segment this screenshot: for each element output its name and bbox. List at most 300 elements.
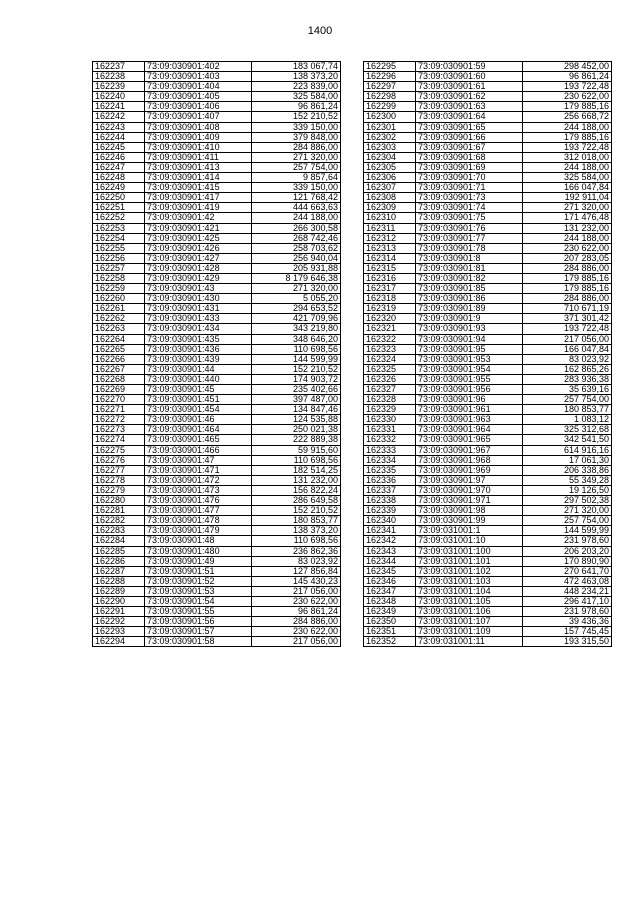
row-number-cell: 162300 xyxy=(364,112,416,122)
row-number-cell: 162326 xyxy=(364,374,416,384)
table-row xyxy=(93,496,341,506)
table-row xyxy=(93,617,341,627)
table-row xyxy=(364,243,612,253)
cadastral-value-cell: 131 232,00 xyxy=(523,223,612,233)
cadastral-number-cell: 73:09:030901:471 xyxy=(145,465,252,475)
cadastral-number-cell: 73:09:030901:63 xyxy=(416,102,523,112)
table-row xyxy=(364,294,612,304)
cadastral-number-cell: 73:09:030901:67 xyxy=(416,142,523,152)
cadastral-value-cell: 152 210,52 xyxy=(252,506,341,516)
row-number-cell: 162240 xyxy=(93,92,145,102)
cadastral-value-cell: 156 822,24 xyxy=(252,485,341,495)
cadastral-value-cell: 297 502,38 xyxy=(523,496,612,506)
row-number-cell: 162287 xyxy=(93,566,145,576)
cadastral-value-cell: 35 639,16 xyxy=(523,385,612,395)
cadastral-number-cell: 73:09:030901:969 xyxy=(416,465,523,475)
table-row xyxy=(364,203,612,213)
row-number-cell: 162241 xyxy=(93,102,145,112)
cadastral-number-cell: 73:09:030901:53 xyxy=(145,586,252,596)
cadastral-value-cell: 110 698,56 xyxy=(252,455,341,465)
table-row xyxy=(93,405,341,415)
cadastral-value-cell: 342 541,50 xyxy=(523,435,612,445)
table-row xyxy=(93,596,341,606)
cadastral-value-cell: 258 703,62 xyxy=(252,243,341,253)
table-row xyxy=(93,273,341,283)
table-row xyxy=(364,435,612,445)
cadastral-number-cell: 73:09:030901:406 xyxy=(145,102,252,112)
table-row xyxy=(364,253,612,263)
cadastral-value-cell: 710 671,19 xyxy=(523,304,612,314)
table-row xyxy=(93,284,341,294)
table-row xyxy=(93,304,341,314)
cadastral-number-cell: 73:09:030901:409 xyxy=(145,132,252,142)
cadastral-value-cell: 284 886,00 xyxy=(252,142,341,152)
row-number-cell: 162237 xyxy=(93,62,145,72)
cadastral-value-cell: 217 056,00 xyxy=(523,334,612,344)
cadastral-value-cell: 138 373,20 xyxy=(252,72,341,82)
cadastral-number-cell: 73:09:030901:66 xyxy=(416,132,523,142)
cadastral-number-cell: 73:09:030901:9 xyxy=(416,314,523,324)
row-number-cell: 162280 xyxy=(93,496,145,506)
cadastral-number-cell: 73:09:030901:954 xyxy=(416,364,523,374)
cadastral-value-cell: 298 452,00 xyxy=(523,62,612,72)
table-row xyxy=(93,385,341,395)
table-row xyxy=(364,425,612,435)
cadastral-value-cell: 17 061,30 xyxy=(523,455,612,465)
table-row xyxy=(364,354,612,364)
cadastral-number-cell: 73:09:030901:69 xyxy=(416,162,523,172)
cadastral-number-cell: 73:09:030901:403 xyxy=(145,72,252,82)
row-number-cell: 162303 xyxy=(364,142,416,152)
cadastral-number-cell: 73:09:030901:434 xyxy=(145,324,252,334)
table-row xyxy=(93,213,341,223)
row-number-cell: 162352 xyxy=(364,637,416,647)
cadastral-number-cell: 73:09:030901:956 xyxy=(416,385,523,395)
cadastral-number-cell: 73:09:030901:476 xyxy=(145,496,252,506)
row-number-cell: 162315 xyxy=(364,263,416,273)
table-row xyxy=(364,415,612,425)
cadastral-number-cell: 73:09:030901:429 xyxy=(145,273,252,283)
cadastral-value-cell: 230 622,00 xyxy=(252,627,341,637)
table-row xyxy=(93,173,341,183)
cadastral-number-cell: 73:09:030901:968 xyxy=(416,455,523,465)
table-row xyxy=(364,162,612,172)
cadastral-value-cell: 294 653,52 xyxy=(252,304,341,314)
cadastral-value-cell: 271 320,00 xyxy=(523,506,612,516)
cadastral-number-cell: 73:09:030901:73 xyxy=(416,193,523,203)
cadastral-value-cell: 325 584,00 xyxy=(523,173,612,183)
table-row xyxy=(364,223,612,233)
cadastral-number-cell: 73:09:031001:107 xyxy=(416,617,523,627)
cadastral-number-cell: 73:09:030901:405 xyxy=(145,92,252,102)
row-number-cell: 162294 xyxy=(93,637,145,647)
cadastral-number-cell: 73:09:030901:428 xyxy=(145,263,252,273)
cadastral-number-cell: 73:09:030901:408 xyxy=(145,122,252,132)
table-row xyxy=(364,385,612,395)
cadastral-value-cell: 271 320,00 xyxy=(523,203,612,213)
cadastral-number-cell: 73:09:030901:971 xyxy=(416,496,523,506)
cadastral-value-cell: 284 886,00 xyxy=(523,263,612,273)
cadastral-value-cell: 256 668,72 xyxy=(523,112,612,122)
row-number-cell: 162238 xyxy=(93,72,145,82)
cadastral-number-cell: 73:09:030901:42 xyxy=(145,213,252,223)
row-number-cell: 162317 xyxy=(364,284,416,294)
cadastral-number-cell: 73:09:031001:11 xyxy=(416,637,523,647)
table-row xyxy=(364,193,612,203)
cadastral-number-cell: 73:09:030901:417 xyxy=(145,193,252,203)
table-row xyxy=(364,566,612,576)
table-row xyxy=(364,526,612,536)
table-row xyxy=(364,617,612,627)
cadastral-number-cell: 73:09:030901:75 xyxy=(416,213,523,223)
cadastral-number-cell: 73:09:030901:48 xyxy=(145,536,252,546)
row-number-cell: 162251 xyxy=(93,203,145,213)
row-number-cell: 162351 xyxy=(364,627,416,637)
table-row xyxy=(93,465,341,475)
cadastral-value-cell: 284 886,00 xyxy=(523,294,612,304)
table-row xyxy=(93,183,341,193)
table-row xyxy=(364,586,612,596)
cadastral-value-cell: 83 023,92 xyxy=(252,556,341,566)
row-number-cell: 162305 xyxy=(364,162,416,172)
cadastral-value-cell: 39 436,36 xyxy=(523,617,612,627)
row-number-cell: 162271 xyxy=(93,405,145,415)
cadastral-value-cell: 193 722,48 xyxy=(523,82,612,92)
row-number-cell: 162270 xyxy=(93,395,145,405)
cadastral-number-cell: 73:09:030901:411 xyxy=(145,152,252,162)
table-row xyxy=(364,506,612,516)
cadastral-value-cell: 271 320,00 xyxy=(252,284,341,294)
row-number-cell: 162250 xyxy=(93,193,145,203)
row-number-cell: 162272 xyxy=(93,415,145,425)
table-row xyxy=(364,92,612,102)
table-row xyxy=(93,324,341,334)
row-number-cell: 162245 xyxy=(93,142,145,152)
row-number-cell: 162268 xyxy=(93,374,145,384)
cadastral-number-cell: 73:09:031001:100 xyxy=(416,546,523,556)
table-row xyxy=(93,516,341,526)
row-number-cell: 162289 xyxy=(93,586,145,596)
table-row xyxy=(364,405,612,415)
cadastral-number-cell: 73:09:030901:68 xyxy=(416,152,523,162)
cadastral-number-cell: 73:09:030901:963 xyxy=(416,415,523,425)
cadastral-value-cell: 448 234,21 xyxy=(523,586,612,596)
cadastral-number-cell: 73:09:030901:43 xyxy=(145,284,252,294)
cadastral-number-cell: 73:09:030901:93 xyxy=(416,324,523,334)
cadastral-number-cell: 73:09:031001:106 xyxy=(416,607,523,617)
table-row xyxy=(364,142,612,152)
row-number-cell: 162328 xyxy=(364,395,416,405)
table-row xyxy=(93,546,341,556)
row-number-cell: 162265 xyxy=(93,344,145,354)
cadastral-value-cell: 110 698,56 xyxy=(252,344,341,354)
cadastral-value-cell: 171 476,48 xyxy=(523,213,612,223)
table-row xyxy=(93,364,341,374)
row-number-cell: 162246 xyxy=(93,152,145,162)
row-number-cell: 162274 xyxy=(93,435,145,445)
cadastral-value-cell: 1 083,12 xyxy=(523,415,612,425)
cadastral-number-cell: 73:09:031001:10 xyxy=(416,536,523,546)
row-number-cell: 162345 xyxy=(364,566,416,576)
cadastral-value-cell: 127 856,84 xyxy=(252,566,341,576)
cadastral-value-cell: 223 839,00 xyxy=(252,82,341,92)
cadastral-number-cell: 73:09:030901:74 xyxy=(416,203,523,213)
row-number-cell: 162348 xyxy=(364,596,416,606)
cadastral-number-cell: 73:09:030901:61 xyxy=(416,82,523,92)
row-number-cell: 162318 xyxy=(364,294,416,304)
row-number-cell: 162321 xyxy=(364,324,416,334)
row-number-cell: 162295 xyxy=(364,62,416,72)
table-row xyxy=(93,62,341,72)
row-number-cell: 162307 xyxy=(364,183,416,193)
cadastral-value-cell: 286 649,58 xyxy=(252,496,341,506)
table-row xyxy=(364,273,612,283)
table-row xyxy=(364,324,612,334)
table-row xyxy=(364,263,612,273)
cadastral-value-cell: 131 232,00 xyxy=(252,475,341,485)
table-row xyxy=(364,132,612,142)
table-row xyxy=(364,374,612,384)
cadastral-number-cell: 73:09:030901:421 xyxy=(145,223,252,233)
table-row xyxy=(93,576,341,586)
cadastral-value-cell: 96 861,24 xyxy=(252,102,341,112)
table-row xyxy=(364,485,612,495)
table-row xyxy=(364,334,612,344)
row-number-cell: 162319 xyxy=(364,304,416,314)
cadastral-number-cell: 73:09:030901:479 xyxy=(145,526,252,536)
cadastral-value-cell: 121 768,42 xyxy=(252,193,341,203)
row-number-cell: 162338 xyxy=(364,496,416,506)
cadastral-number-cell: 73:09:030901:961 xyxy=(416,405,523,415)
row-number-cell: 162314 xyxy=(364,253,416,263)
table-row xyxy=(364,516,612,526)
row-number-cell: 162293 xyxy=(93,627,145,637)
cadastral-value-cell: 283 936,38 xyxy=(523,374,612,384)
cadastral-number-cell: 73:09:030901:46 xyxy=(145,415,252,425)
cadastral-value-cell: 59 915,60 xyxy=(252,445,341,455)
cadastral-value-cell: 268 742,46 xyxy=(252,233,341,243)
cadastral-value-cell: 9 857,64 xyxy=(252,173,341,183)
cadastral-value-cell: 179 885,16 xyxy=(523,132,612,142)
row-number-cell: 162263 xyxy=(93,324,145,334)
row-number-cell: 162283 xyxy=(93,526,145,536)
row-number-cell: 162330 xyxy=(364,415,416,425)
row-number-cell: 162298 xyxy=(364,92,416,102)
cadastral-number-cell: 73:09:030901:85 xyxy=(416,284,523,294)
row-number-cell: 162267 xyxy=(93,364,145,374)
row-number-cell: 162349 xyxy=(364,607,416,617)
table-row xyxy=(364,364,612,374)
row-number-cell: 162239 xyxy=(93,82,145,92)
cadastral-value-cell: 256 940,04 xyxy=(252,253,341,263)
table-row xyxy=(364,173,612,183)
cadastral-number-cell: 73:09:030901:404 xyxy=(145,82,252,92)
row-number-cell: 162343 xyxy=(364,546,416,556)
table-row xyxy=(93,72,341,82)
cadastral-number-cell: 73:09:030901:81 xyxy=(416,263,523,273)
cadastral-value-cell: 244 188,00 xyxy=(523,122,612,132)
row-number-cell: 162244 xyxy=(93,132,145,142)
table-row xyxy=(364,576,612,586)
row-number-cell: 162249 xyxy=(93,183,145,193)
cadastral-value-cell: 180 853,77 xyxy=(523,405,612,415)
cadastral-value-cell: 193 722,48 xyxy=(523,324,612,334)
cadastral-value-cell: 180 853,77 xyxy=(252,516,341,526)
cadastral-number-cell: 73:09:031001:104 xyxy=(416,586,523,596)
cadastral-value-cell: 205 931,88 xyxy=(252,263,341,273)
table-row xyxy=(93,92,341,102)
cadastral-value-cell: 19 126,50 xyxy=(523,485,612,495)
cadastral-number-cell: 73:09:030901:86 xyxy=(416,294,523,304)
cadastral-number-cell: 73:09:030901:56 xyxy=(145,617,252,627)
row-number-cell: 162312 xyxy=(364,233,416,243)
cadastral-number-cell: 73:09:030901:49 xyxy=(145,556,252,566)
cadastral-number-cell: 73:09:030901:98 xyxy=(416,506,523,516)
table-row xyxy=(364,284,612,294)
cadastral-number-cell: 73:09:031001:102 xyxy=(416,566,523,576)
cadastral-value-cell: 236 862,36 xyxy=(252,546,341,556)
cadastral-value-cell: 379 848,00 xyxy=(252,132,341,142)
cadastral-value-cell: 217 056,00 xyxy=(252,586,341,596)
table-row xyxy=(364,72,612,82)
cadastral-value-cell: 284 886,00 xyxy=(252,617,341,627)
row-number-cell: 162258 xyxy=(93,273,145,283)
cadastral-number-cell: 73:09:030901:426 xyxy=(145,243,252,253)
row-number-cell: 162252 xyxy=(93,213,145,223)
row-number-cell: 162346 xyxy=(364,576,416,586)
cadastral-number-cell: 73:09:030901:953 xyxy=(416,354,523,364)
cadastral-value-cell: 206 203,20 xyxy=(523,546,612,556)
cadastral-value-cell: 230 622,00 xyxy=(523,92,612,102)
table-row xyxy=(364,596,612,606)
row-number-cell: 162334 xyxy=(364,455,416,465)
cadastral-value-cell: 217 056,00 xyxy=(252,637,341,647)
cadastral-value-cell: 397 487,00 xyxy=(252,395,341,405)
cadastral-number-cell: 73:09:030901:473 xyxy=(145,485,252,495)
row-number-cell: 162335 xyxy=(364,465,416,475)
row-number-cell: 162243 xyxy=(93,122,145,132)
table-row xyxy=(364,556,612,566)
cadastral-value-cell: 244 188,00 xyxy=(252,213,341,223)
cadastral-value-cell: 371 301,42 xyxy=(523,314,612,324)
table-row xyxy=(93,314,341,324)
cadastral-number-cell: 73:09:030901:44 xyxy=(145,364,252,374)
cadastral-number-cell: 73:09:030901:410 xyxy=(145,142,252,152)
cadastral-value-cell: 296 417,10 xyxy=(523,596,612,606)
cadastral-value-cell: 230 622,00 xyxy=(252,596,341,606)
table-row xyxy=(364,152,612,162)
table-row xyxy=(93,203,341,213)
cadastral-value-cell: 343 219,80 xyxy=(252,324,341,334)
cadastral-value-cell: 257 754,00 xyxy=(523,516,612,526)
row-number-cell: 162277 xyxy=(93,465,145,475)
row-number-cell: 162276 xyxy=(93,455,145,465)
cadastral-number-cell: 73:09:030901:64 xyxy=(416,112,523,122)
cadastral-value-cell: 96 861,24 xyxy=(523,72,612,82)
cadastral-value-cell: 192 911,04 xyxy=(523,193,612,203)
cadastral-number-cell: 73:09:030901:955 xyxy=(416,374,523,384)
row-number-cell: 162281 xyxy=(93,506,145,516)
cadastral-value-cell: 312 018,00 xyxy=(523,152,612,162)
row-number-cell: 162248 xyxy=(93,173,145,183)
cadastral-number-cell: 73:09:030901:97 xyxy=(416,475,523,485)
cadastral-value-cell: 339 150,00 xyxy=(252,183,341,193)
row-number-cell: 162297 xyxy=(364,82,416,92)
cadastral-number-cell: 73:09:031001:103 xyxy=(416,576,523,586)
row-number-cell: 162309 xyxy=(364,203,416,213)
table-row xyxy=(364,122,612,132)
cadastral-number-cell: 73:09:030901:480 xyxy=(145,546,252,556)
row-number-cell: 162278 xyxy=(93,475,145,485)
cadastral-number-cell: 73:09:030901:95 xyxy=(416,344,523,354)
cadastral-number-cell: 73:09:030901:59 xyxy=(416,62,523,72)
row-number-cell: 162325 xyxy=(364,364,416,374)
table-row xyxy=(93,142,341,152)
cadastral-value-cell: 244 188,00 xyxy=(523,233,612,243)
table-row xyxy=(364,496,612,506)
row-number-cell: 162260 xyxy=(93,294,145,304)
table-row xyxy=(93,445,341,455)
cadastral-value-cell: 257 754,00 xyxy=(523,395,612,405)
row-number-cell: 162285 xyxy=(93,546,145,556)
cadastral-value-cell: 230 622,00 xyxy=(523,243,612,253)
row-number-cell: 162316 xyxy=(364,273,416,283)
cadastral-number-cell: 73:09:030901:62 xyxy=(416,92,523,102)
row-number-cell: 162301 xyxy=(364,122,416,132)
row-number-cell: 162296 xyxy=(364,72,416,82)
cadastral-number-cell: 73:09:030901:451 xyxy=(145,395,252,405)
cadastral-value-cell: 250 021,38 xyxy=(252,425,341,435)
cadastral-value-cell: 206 338,86 xyxy=(523,465,612,475)
table-row xyxy=(364,314,612,324)
cadastral-number-cell: 73:09:030901:407 xyxy=(145,112,252,122)
table-row xyxy=(93,162,341,172)
cadastral-number-cell: 73:09:030901:439 xyxy=(145,354,252,364)
cadastral-number-cell: 73:09:030901:970 xyxy=(416,485,523,495)
table-row xyxy=(364,112,612,122)
table-row xyxy=(93,152,341,162)
cadastral-value-cell: 193 722,48 xyxy=(523,142,612,152)
table-row xyxy=(93,354,341,364)
cadastral-value-cell: 222 889,38 xyxy=(252,435,341,445)
table-row xyxy=(364,607,612,617)
table-row xyxy=(93,243,341,253)
table-row xyxy=(93,102,341,112)
cadastral-value-cell: 339 150,00 xyxy=(252,122,341,132)
row-number-cell: 162284 xyxy=(93,536,145,546)
cadastral-number-cell: 73:09:030901:440 xyxy=(145,374,252,384)
cadastral-value-cell: 231 978,60 xyxy=(523,607,612,617)
cadastral-value-cell: 170 890,90 xyxy=(523,556,612,566)
row-number-cell: 162340 xyxy=(364,516,416,526)
cadastral-number-cell: 73:09:030901:414 xyxy=(145,173,252,183)
cadastral-value-cell: 231 978,60 xyxy=(523,536,612,546)
cadastral-value-cell: 96 861,24 xyxy=(252,607,341,617)
cadastral-number-cell: 73:09:030901:466 xyxy=(145,445,252,455)
row-number-cell: 162320 xyxy=(364,314,416,324)
row-number-cell: 162322 xyxy=(364,334,416,344)
table-row xyxy=(93,122,341,132)
cadastral-value-cell: 179 885,16 xyxy=(523,284,612,294)
row-number-cell: 162344 xyxy=(364,556,416,566)
cadastral-value-cell: 110 698,56 xyxy=(252,536,341,546)
cadastral-value-cell: 325 312,68 xyxy=(523,425,612,435)
cadastral-value-cell: 145 430,23 xyxy=(252,576,341,586)
row-number-cell: 162264 xyxy=(93,334,145,344)
cadastral-number-cell: 73:09:030901:70 xyxy=(416,173,523,183)
cadastral-value-cell: 235 402,66 xyxy=(252,385,341,395)
table-row xyxy=(364,233,612,243)
